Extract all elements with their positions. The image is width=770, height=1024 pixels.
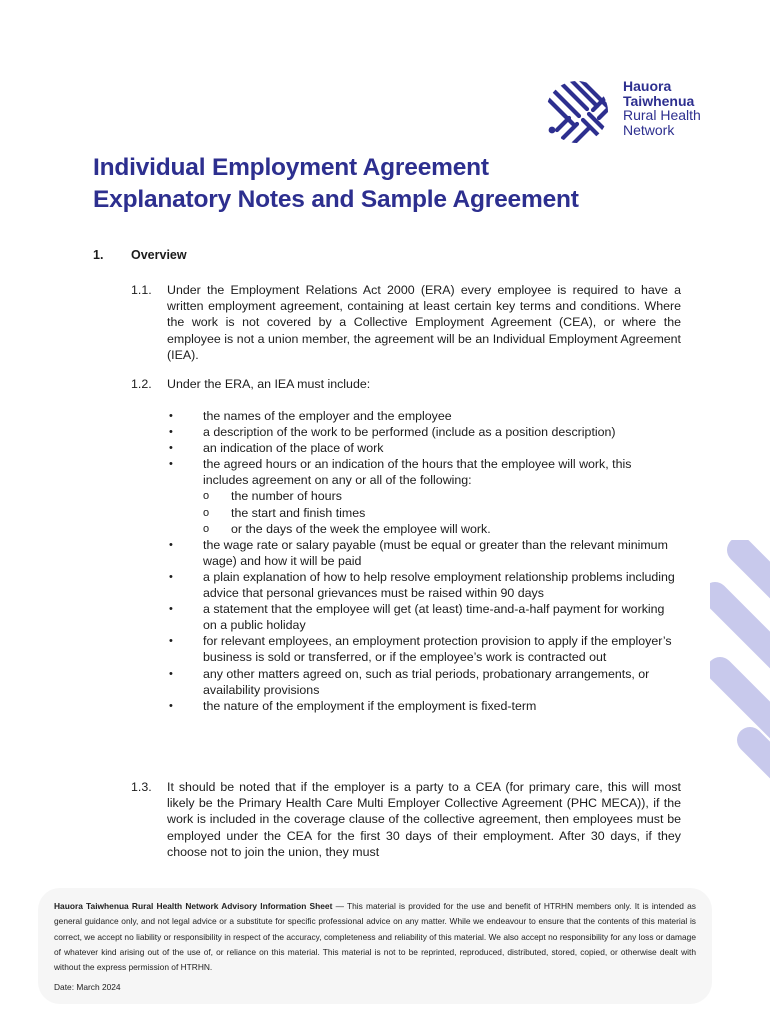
htrhn-logo-icon [543, 76, 615, 148]
hours-sublist [203, 488, 677, 536]
sub-list-item: o the start and finish times [203, 505, 677, 521]
list-item: • the agreed hours or an indication of the hours that the employee will work, this includes agreement on any or all of the following: o the number of hours o the start and finish times o or the days of the week the employee will work. [167, 456, 677, 536]
paragraph-text: It should be noted that if the employer is a party to a CEA (for primary care, this will most likely be the Primary Health Care Multi Employer Collective Agreement (PHC MECA)), if the work is included in the coverage clause of the collective agreement, then employees must be employed under the CEA for the first 30 days of their employment. After 30 days, if they choose not to join the union, they must [167, 780, 681, 859]
document-date: Date: March 2024 [54, 982, 121, 992]
list-item: • a description of the work to be performed (include as a position description) [167, 424, 677, 440]
sub-list-item: o the number of hours [203, 488, 677, 504]
disclaimer-title: Hauora Taiwhenua Rural Health Network Advisory Information Sheet [54, 901, 333, 911]
list-item: • for relevant employees, an employment protection provision to apply if the employer’s business is sold or transferred, or if the employee’s work is contracted out [167, 633, 677, 665]
list-item: • the wage rate or salary payable (must be equal or greater than the relevant minimum wage) and how it will be paid [167, 537, 677, 569]
list-item: • any other matters agreed on, such as trial periods, probationary arrangements, or availability provisions [167, 666, 677, 698]
paragraph-1-2 [131, 376, 681, 392]
iea-requirements-list [167, 408, 677, 714]
paragraph-number: 1.3. [131, 780, 152, 794]
disclaimer-text [54, 899, 696, 975]
paragraph-text: Under the Employment Relations Act 2000 (ERA) every employee is required to have a written employment agreement, containing at least certain key terms and conditions. Where the work is not covered by a Collective Employment Agreement (CEA), or where the employee is not a union member, the agreement will be an Individual Employment Agreement (IEA). [167, 283, 681, 362]
list-item: • a statement that the employee will get (at least) time-and-a-half payment for working on a public holiday [167, 601, 677, 633]
disclaimer-body: — This material is provided for the use and benefit of HTRHN members only. It is intended as general guidance only, and not legal advice or a substitute for specific professional advice on any matter. While we endeavour to ensure that the contents of this material is correct, we accept no liability or responsibility in respect of the accuracy, completeness and reliability of this material. We also accept no responsibility for any loss or damage of whatever kind arising out of the use of, or reliance on this material. This material is not to be reprinted, reproduced, distributed, stored, copied, or otherwise dealt with without the express permission of HTRHN. [54, 901, 696, 973]
section-number: 1. [93, 248, 104, 262]
logo-text-hauora: Hauora [623, 78, 672, 94]
list-item: • the nature of the employment if the employment is fixed-term [167, 698, 677, 714]
paragraph-number: 1.1. [131, 283, 152, 297]
paragraph-1-3 [131, 779, 681, 860]
logo-text-rural-health: Rural Health [623, 107, 701, 123]
decorative-stripes [710, 540, 770, 780]
organization-logo [543, 76, 718, 146]
title-line-2: Explanatory Notes and Sample Agreement [93, 186, 579, 213]
logo-text-taiwhenua: Taiwhenua [623, 92, 695, 109]
list-item: • an indication of the place of work [167, 440, 677, 456]
advisory-footer [38, 888, 712, 1004]
paragraph-1-1 [131, 282, 681, 363]
section-label: Overview [131, 248, 187, 262]
document-title [93, 152, 579, 216]
title-line-1: Individual Employment Agreement [93, 154, 489, 181]
paragraph-number: 1.2. [131, 377, 152, 391]
logo-text-network: Network [623, 121, 675, 138]
list-item: • a plain explanation of how to help resolve employment relationship problems including advice that personal grievances must be raised within 90 days [167, 569, 677, 601]
paragraph-text: Under the ERA, an IEA must include: [167, 377, 371, 391]
sub-list-item: o or the days of the week the employee will work. [203, 521, 677, 537]
list-item: • the names of the employer and the employee [167, 408, 677, 424]
